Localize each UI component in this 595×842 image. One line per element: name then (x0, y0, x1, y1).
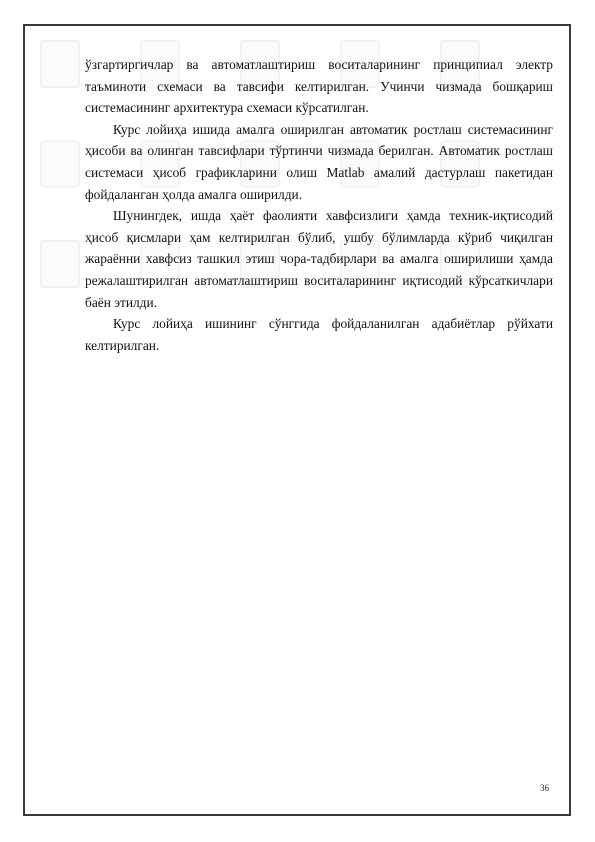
watermark-mark (40, 140, 80, 188)
watermark-mark (40, 240, 80, 288)
page-number: 36 (540, 783, 549, 793)
page-body (85, 54, 553, 356)
body-paragraph: ўзгартиргичлар ва автоматлаштириш воситаларининг принципиал электр таъминоти схемаси ва тавсифи келтирилган. Учинчи чизмада бошқариш системасининг архитектура схемаси кўрсатилган. (85, 57, 553, 116)
body-paragraph: Курс лойиҳа ишида амалга оширилган автоматик ростлаш системасининг ҳисоби ва олинган тавсифлари тўртинчи чизмада берилган. Автоматик ростлаш системаси ҳисоб графикларини олиш Matlab амалий дастурлаш пакетидан фойдаланган ҳолда амалга оширилди. (85, 121, 553, 202)
body-paragraph: Шунингдек, ишда ҳаёт фаолияти хавфсизлиги ҳамда техник-иқтисодий ҳисоб қисмлари ҳам келтирилган бўлиб, ушбу бўлимларда кўриб чиқилган жараённи хавфсиз ташкил этиш чора-тадбирлари ва амалга оширилиши ҳамда режалаштирилган автоматлаштириш воситаларининг иқтисодий кўрсаткичлари баён этилди. (85, 208, 553, 310)
body-paragraph: Курс лойиҳа ишининг сўнггида фойдаланилган адабиётлар рўйхати келтирилган. (85, 316, 553, 353)
watermark-mark (40, 40, 80, 88)
